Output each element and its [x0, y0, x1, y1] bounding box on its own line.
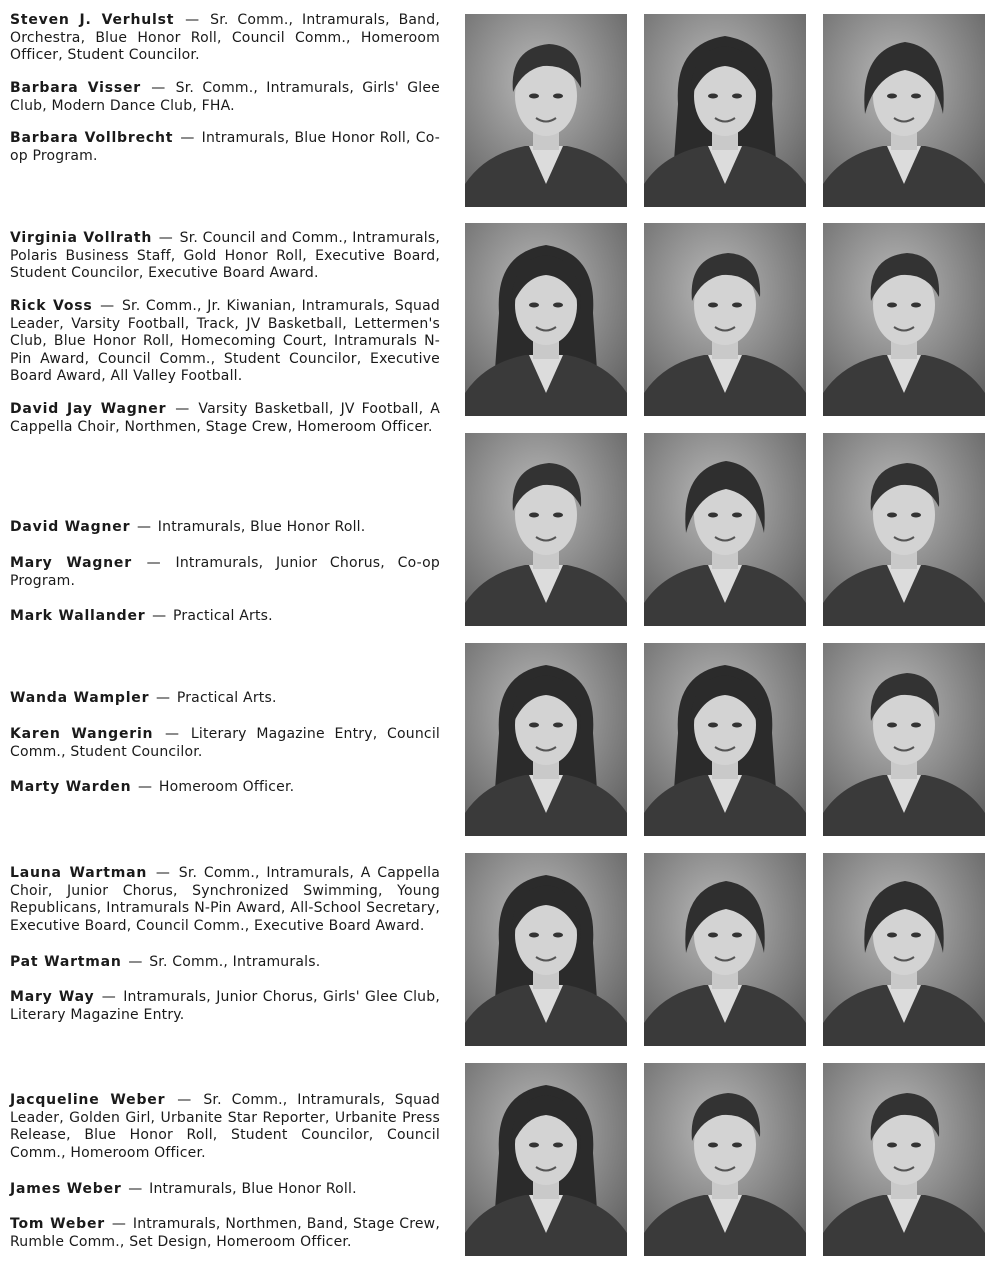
student-name: David Jay Wagner	[10, 401, 167, 417]
student-name: Pat Wartman	[10, 954, 122, 970]
caption-column	[10, 0, 444, 1275]
separator-dash: —	[111, 1216, 127, 1232]
separator-dash: —	[128, 1181, 143, 1197]
student-portrait	[823, 643, 985, 836]
student-portrait	[823, 853, 985, 1046]
caption-entry	[10, 298, 440, 386]
student-portrait	[823, 14, 985, 207]
student-portrait	[644, 223, 806, 416]
caption-entry	[10, 1092, 440, 1162]
student-activities: Practical Arts.	[173, 608, 273, 624]
caption-entry	[10, 690, 440, 708]
student-name: Tom Weber	[10, 1216, 106, 1232]
student-activities: Homeroom Officer.	[158, 779, 295, 795]
student-name: Wanda Wampler	[10, 690, 150, 706]
student-activities: Intramurals, Junior Chorus, Co-op Program.	[10, 555, 440, 589]
caption-entry	[10, 230, 440, 283]
student-activities: Sr. Comm., Intramurals, Squad Leader, Golden Girl, Urbanite Star Reporter, Urbanite Press Release, Blue Honor Roll, Student Councilor, Council Comm., Homeroom Officer.	[10, 1092, 441, 1161]
student-activities: Sr. Comm., Intramurals.	[149, 954, 321, 970]
student-portrait	[465, 223, 627, 416]
separator-dash: —	[155, 865, 171, 881]
student-portrait	[644, 14, 806, 207]
caption-entry	[10, 401, 440, 436]
student-name: Launa Wartman	[10, 865, 148, 881]
student-name: Marty Warden	[10, 779, 132, 795]
student-portrait	[644, 433, 806, 626]
student-name: Mary Wagner	[10, 555, 132, 571]
separator-dash: —	[185, 12, 200, 28]
student-name: Barbara Visser	[10, 80, 141, 96]
student-name: Karen Wangerin	[10, 726, 154, 742]
separator-dash: —	[136, 519, 152, 535]
student-activities: Sr. Comm., Intramurals, A Cappella Choir, Junior Chorus, Synchronized Swimming, Young Republicans, Intramurals N-Pin Award, All-School Secretary, Executive Board, Council Comm., Executive Board Award.	[10, 865, 440, 934]
separator-dash: —	[180, 130, 195, 146]
student-activities: Sr. Council and Comm., Intramurals, Polaris Business Staff, Gold Honor Roll, Executive Board, Student Councilor, Executive Board Award.	[10, 230, 440, 282]
caption-entry	[10, 989, 440, 1024]
separator-dash: —	[152, 608, 167, 624]
student-activities: Intramurals, Northmen, Band, Stage Crew, Rumble Comm., Set Design, Homeroom Officer.	[10, 1216, 440, 1250]
caption-entry	[10, 519, 440, 537]
caption-entry	[10, 1216, 440, 1251]
student-portrait	[644, 853, 806, 1046]
student-portrait	[465, 14, 627, 207]
caption-entry	[10, 12, 440, 65]
caption-entry	[10, 726, 440, 761]
caption-entry	[10, 1181, 440, 1199]
caption-entry	[10, 130, 440, 165]
student-activities: Sr. Comm., Jr. Kiwanian, Intramurals, Squad Leader, Varsity Football, Track, JV Basketball, Lettermen's Club, Blue Honor Roll, Homecoming Court, Intramurals N-Pin Award, Council Comm., Student Councilor, Executive Board Award, All Valley Football.	[10, 298, 440, 385]
separator-dash: —	[146, 555, 161, 571]
student-name: Rick Voss	[10, 298, 93, 314]
student-activities: Sr. Comm., Intramurals, Band, Orchestra, Blue Honor Roll, Council Comm., Homeroom Officer, Student Councilor.	[10, 12, 440, 64]
student-activities: Literary Magazine Entry, Council Comm., Student Councilor.	[10, 726, 441, 760]
student-name: Steven J. Verhulst	[10, 12, 175, 28]
student-portrait	[823, 1063, 985, 1256]
student-portrait	[644, 643, 806, 836]
separator-dash: —	[138, 779, 153, 795]
caption-entry	[10, 865, 440, 935]
student-activities: Sr. Comm., Intramurals, Girls' Glee Club, Modern Dance Club, FHA.	[10, 80, 440, 114]
student-portrait	[465, 1063, 627, 1256]
caption-entry	[10, 608, 440, 626]
student-portrait	[823, 433, 985, 626]
student-activities: Varsity Basketball, JV Football, A Cappella Choir, Northmen, Stage Crew, Homeroom Officer.	[10, 401, 441, 435]
separator-dash: —	[177, 1092, 192, 1108]
separator-dash: —	[101, 989, 116, 1005]
student-name: Barbara Vollbrecht	[10, 130, 174, 146]
caption-entry	[10, 555, 440, 590]
student-portrait	[465, 433, 627, 626]
student-portrait	[465, 643, 627, 836]
separator-dash: —	[175, 401, 190, 417]
caption-entry	[10, 954, 440, 972]
student-activities: Intramurals, Blue Honor Roll.	[149, 1181, 357, 1197]
student-name: Jacqueline Weber	[10, 1092, 166, 1108]
separator-dash: —	[158, 230, 173, 246]
student-name: Virginia Vollrath	[10, 230, 153, 246]
student-portrait	[823, 223, 985, 416]
separator-dash: —	[155, 690, 171, 706]
separator-dash: —	[100, 298, 115, 314]
caption-entry	[10, 80, 440, 115]
separator-dash: —	[128, 954, 143, 970]
student-portrait	[465, 853, 627, 1046]
student-name: David Wagner	[10, 519, 131, 535]
student-name: Mary Way	[10, 989, 95, 1005]
student-activities: Intramurals, Blue Honor Roll.	[157, 519, 366, 535]
student-portrait	[644, 1063, 806, 1256]
separator-dash: —	[165, 726, 180, 742]
caption-entry	[10, 779, 440, 797]
student-activities: Intramurals, Junior Chorus, Girls' Glee Club, Literary Magazine Entry.	[10, 989, 440, 1023]
separator-dash: —	[151, 80, 166, 96]
student-name: Mark Wallander	[10, 608, 146, 624]
student-activities: Intramurals, Blue Honor Roll, Co-op Program.	[10, 130, 440, 164]
student-activities: Practical Arts.	[176, 690, 277, 706]
student-name: James Weber	[10, 1181, 122, 1197]
